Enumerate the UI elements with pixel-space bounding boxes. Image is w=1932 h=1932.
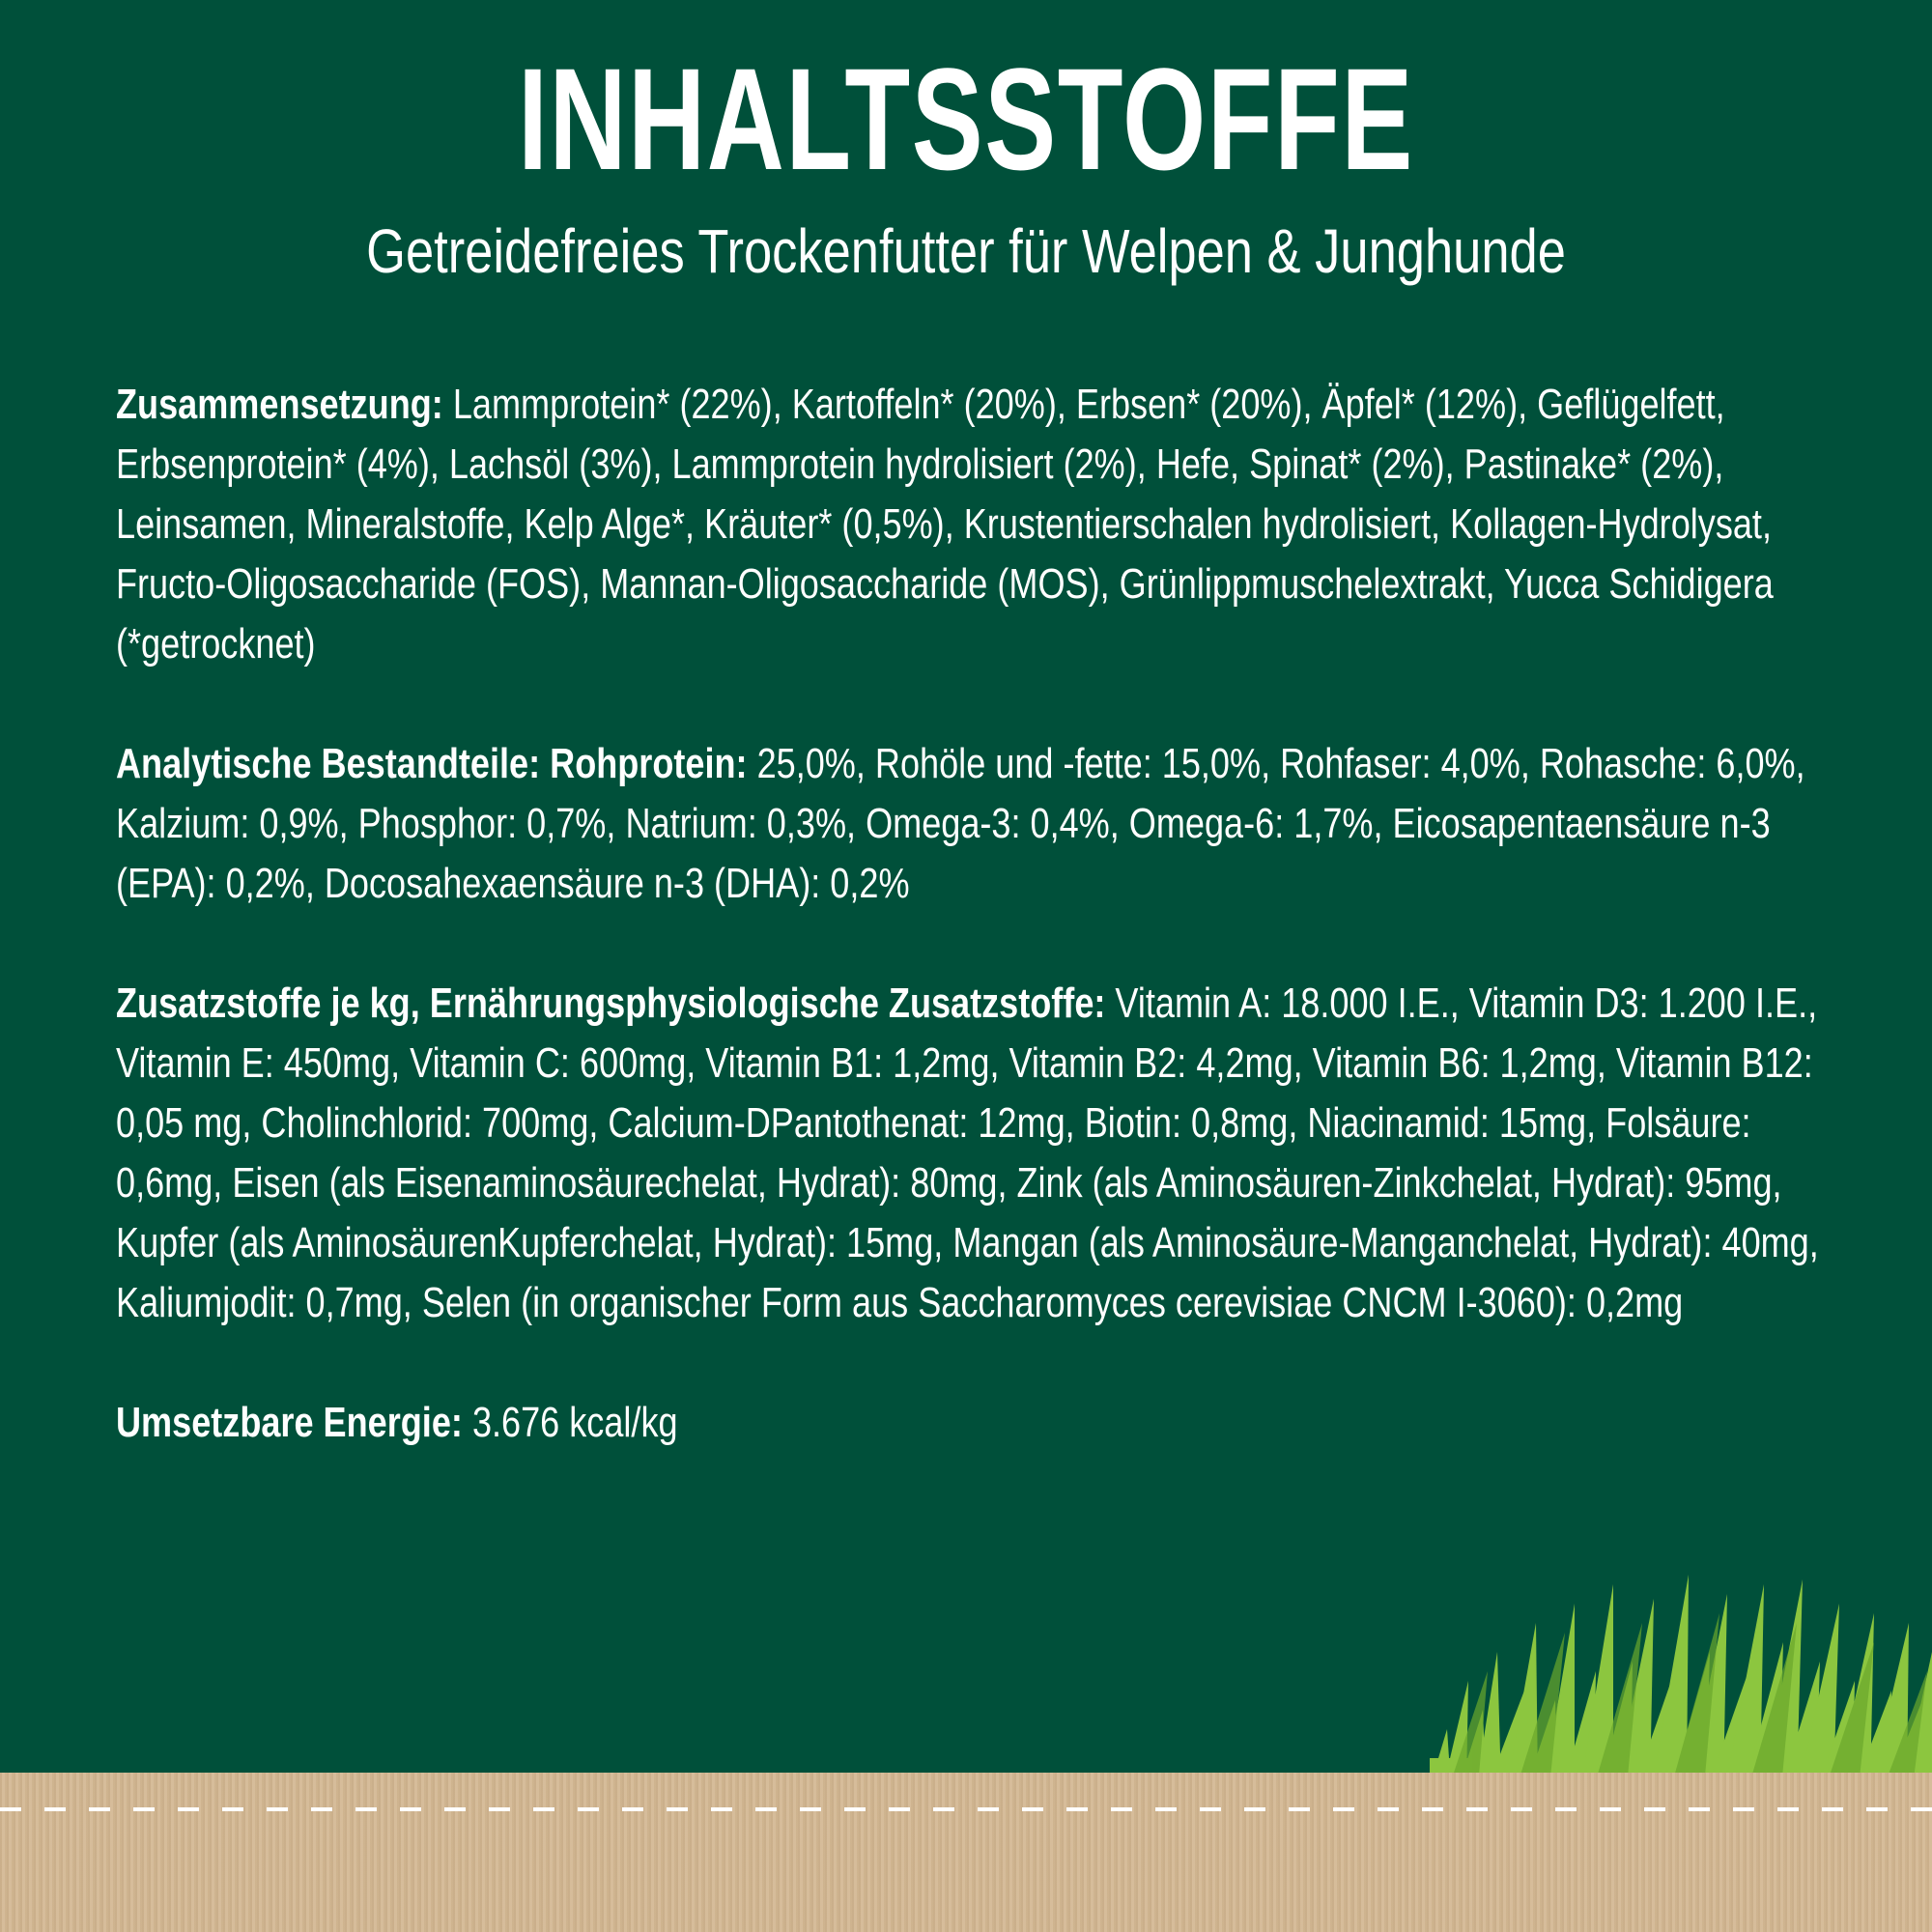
energy-label: Umsetzbare Energie: (116, 1399, 463, 1446)
additives-label: Zusatzstoffe je kg, Ernährungsphysiologische Zusatzstoffe: (116, 980, 1106, 1027)
page-title: INHALTSSTOFFE (518, 38, 1414, 200)
analytical-section (116, 734, 1843, 914)
composition-text: Lammprotein* (22%), Kartoffeln* (20%), Erbsen* (20%), Äpfel* (12%), Geflügelfett, Erbsenprotein* (4%), Lachsöl (3%), Lammprotein hydrolisiert (2%), Hefe, Spinat* (2%), Pastinake* (2%), Leinsamen, Mineralstoffe, Kelp Alge*, Kräuter* (0,5%), Krustentierschalen hydrolisiert, Kollagen-Hydrolysat, Fructo-Oligosaccharide (FOS), Mannan-Oligosaccharide (MOS), Grünlippmuschelextrakt, Yucca Schidigera (*getrocknet) (116, 381, 1774, 668)
dashed-line (0, 1807, 1932, 1811)
composition-label: Zusammensetzung: (116, 381, 443, 428)
ingredients-content (116, 375, 1843, 1513)
energy-text: 3.676 kcal/kg (462, 1399, 678, 1446)
additives-text: Vitamin A: 18.000 I.E., Vitamin D3: 1.200 I.E., Vitamin E: 450mg, Vitamin C: 600mg, Vitamin B1: 1,2mg, Vitamin B2: 4,2mg, Vitamin B6: 1,2mg, Vitamin B12: 0,05 mg, Cholinchlorid: 700mg, Calcium-DPantothenat: 12mg, Biotin: 0,8mg, Niacinamid: 15mg, Folsäure: 0,6mg, Eisen (als Eisenaminosäurechelat, Hydrat): 80mg, Zink (als Aminosäuren-Zinkchelat, Hydrat): 95mg, Kupfer (als AminosäurenKupferchelat, Hydrat): 15mg, Mangan (als Aminosäure-Manganchelat, Hydrat): 40mg, Kaliumjodit: 0,7mg, Selen (in organischer Form aus Saccharomyces cerevisiae CNCM I-3060): 0,2mg (116, 980, 1819, 1326)
analytical-text: 25,0%, Rohöle und -fette: 15,0%, Rohfaser: 4,0%, Rohasche: 6,0%, Kalzium: 0,9%, Phosphor: 0,7%, Natrium: 0,3%, Omega-3: 0,4%, Omega-6: 1,7%, Eicosapentaensäure n-3 (EPA): 0,2%, Docosahexaensäure n-3 (DHA): 0,2% (116, 740, 1805, 907)
additives-section (116, 974, 1843, 1333)
composition-section (116, 375, 1843, 674)
page-subtitle: Getreidefreies Trockenfutter für Welpen & Junghunde (366, 216, 1566, 286)
grass-illustration (1430, 1565, 1932, 1787)
analytical-label: Analytische Bestandteile: Rohprotein: (116, 740, 748, 787)
energy-section (116, 1393, 1843, 1453)
cardboard-strip (0, 1773, 1932, 1932)
